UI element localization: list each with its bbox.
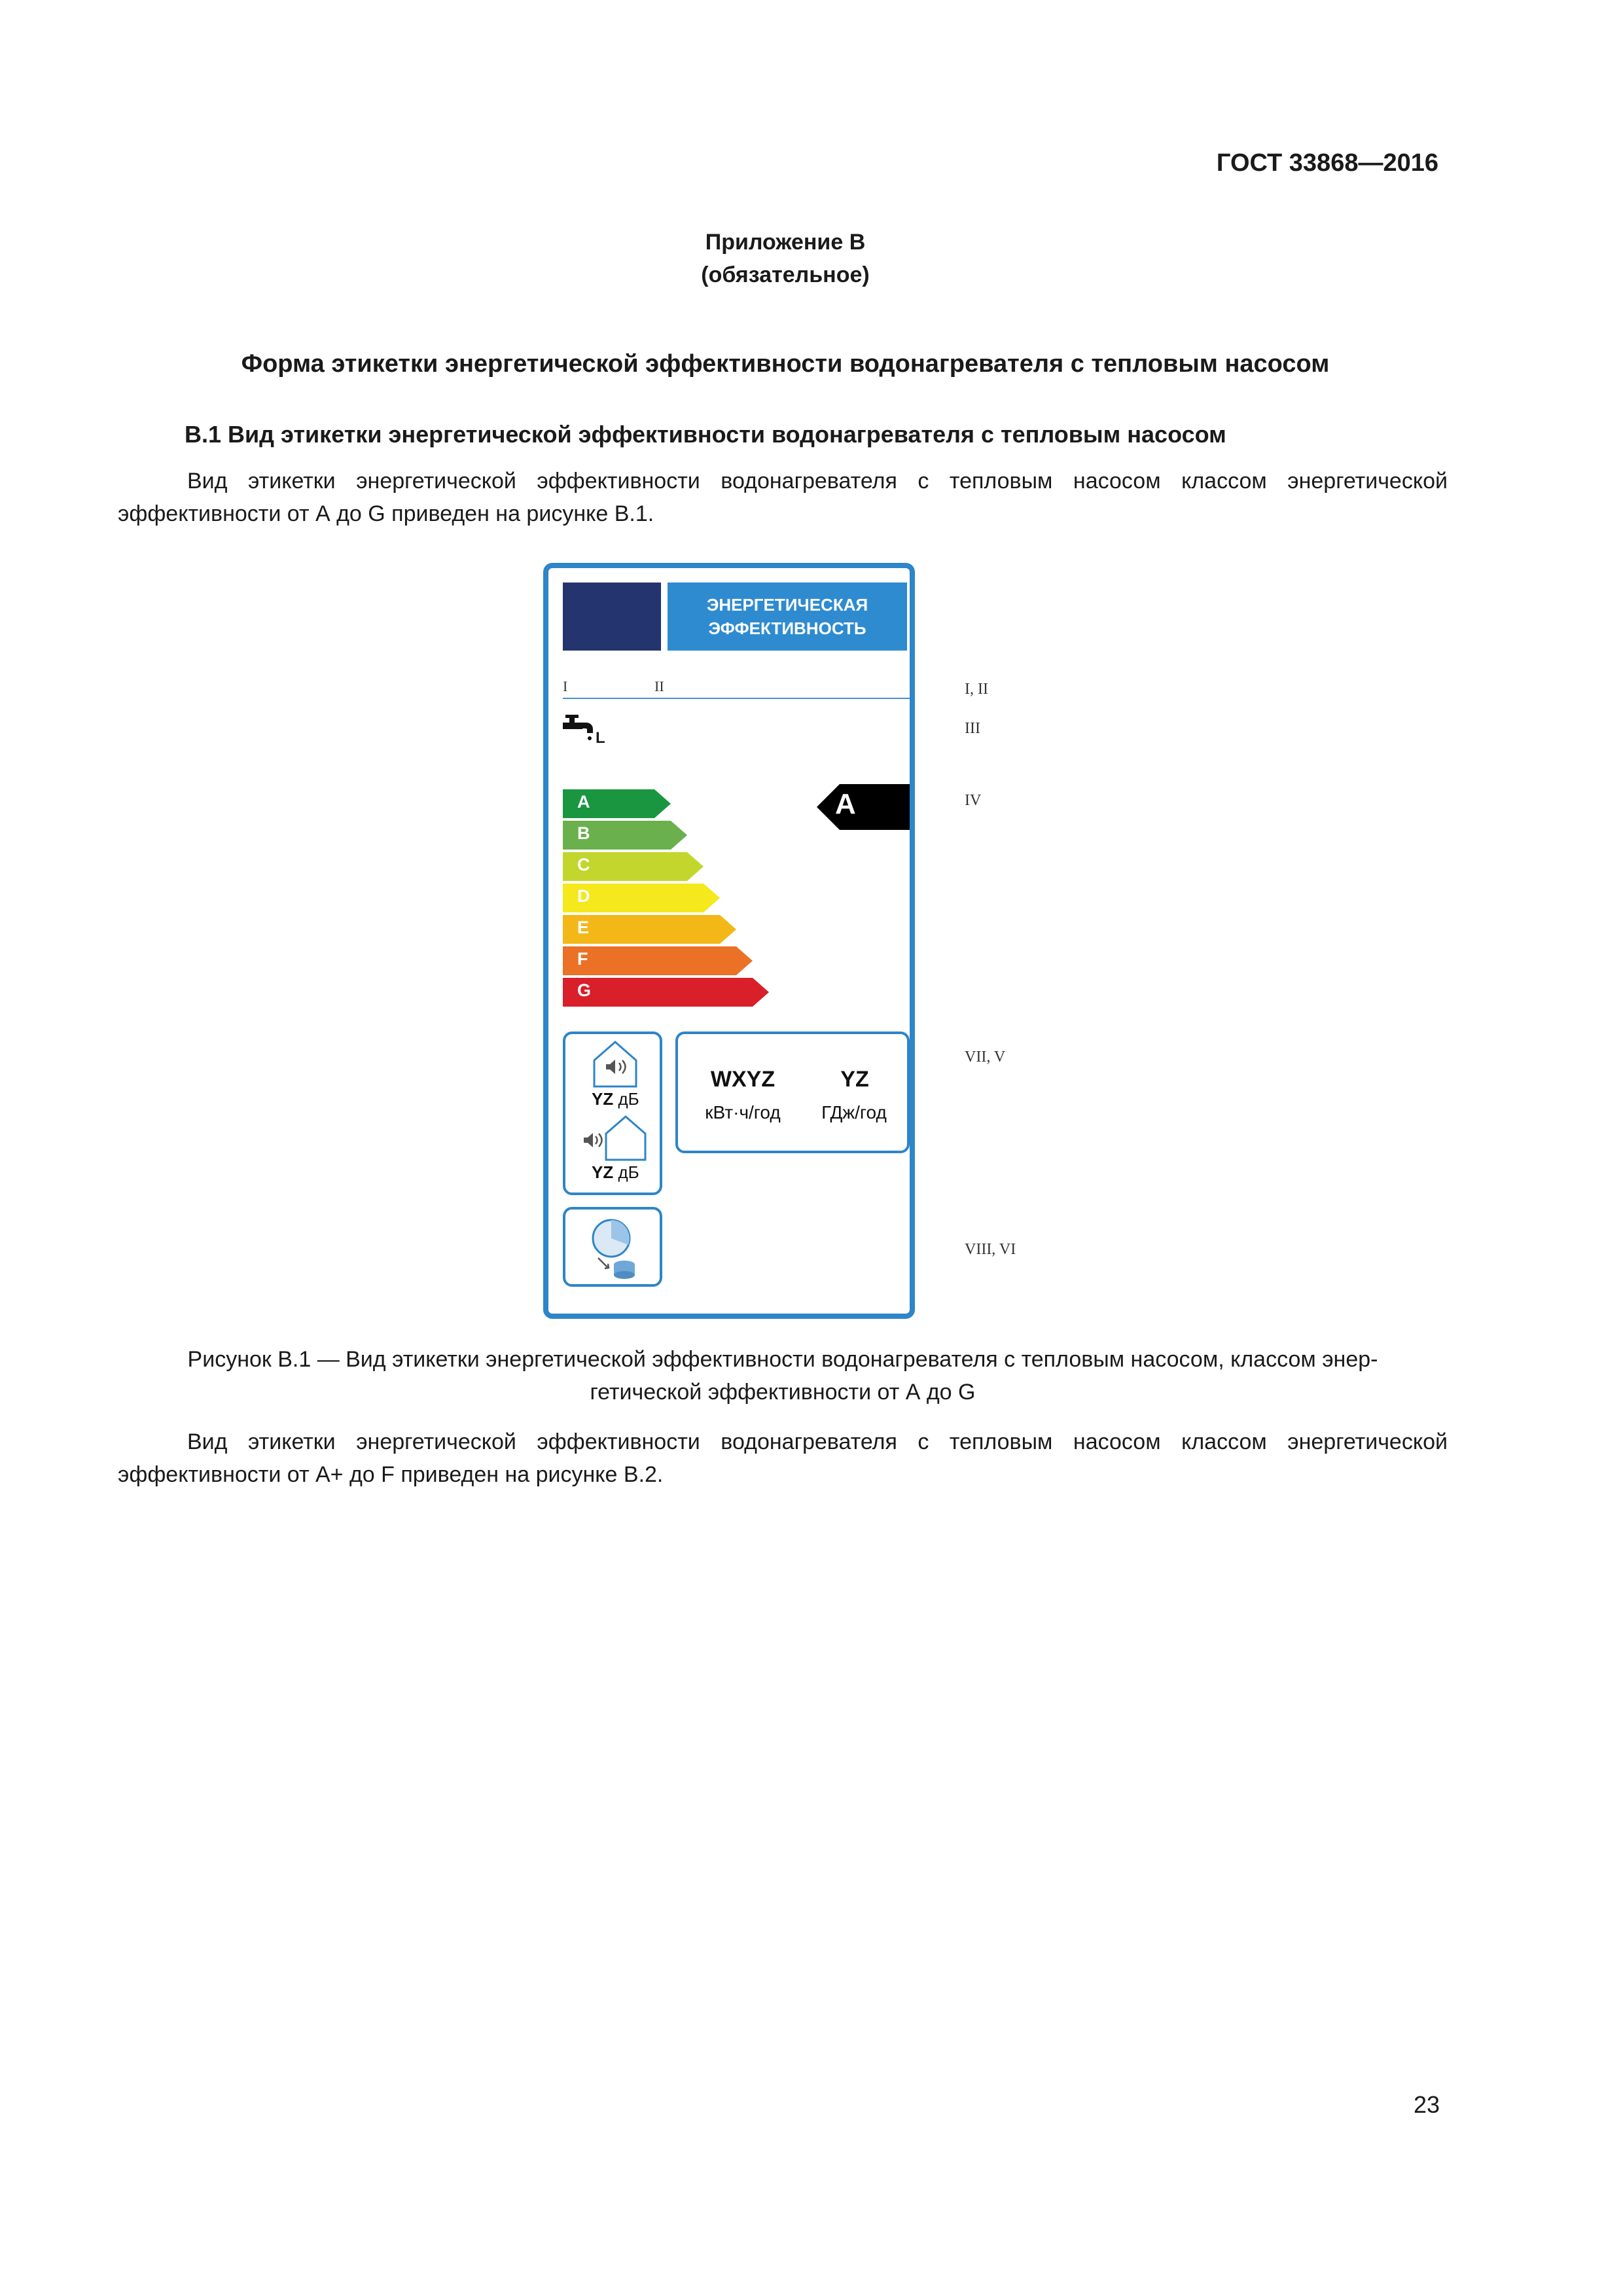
noise-box: [563, 1031, 662, 1195]
standard-code: ГОСТ 33868—2016: [1216, 149, 1438, 177]
outdoor-noise-number: YZ: [592, 1162, 614, 1182]
appendix-status: (обязательное): [701, 262, 870, 287]
label-header-line1: ЭНЕРГЕТИЧЕСКАЯ: [706, 595, 868, 615]
class-label-c: C: [577, 855, 590, 874]
class-bar-c: [563, 852, 704, 881]
tap-letter: L: [596, 729, 605, 747]
paragraph-2-text: Вид этикетки энергетической эффективности водонагревателя с тепловым насосом классом энергетической эффективности от А+ до F приведен на рисунке В.2.: [118, 1429, 1448, 1487]
main-title: Форма этикетки энергетической эффективности водонагревателя с тепловым насосом: [241, 350, 1330, 378]
electric-consumption-value: WXYZ: [710, 1067, 776, 1092]
class-bar-g: [563, 978, 769, 1007]
class-label-a: A: [577, 792, 590, 812]
label-roman-i: I: [563, 678, 568, 694]
class-label-f: F: [577, 949, 588, 969]
tap-icon: [563, 713, 605, 749]
class-label-e: E: [577, 918, 590, 937]
label-roman-ii: II: [654, 678, 664, 694]
annotation-i-ii: I, II: [965, 681, 988, 698]
section-title: В.1 Вид этикетки энергетической эффективности водонагревателя с тепловым насосом: [185, 421, 1226, 448]
outdoor-noise-unit: дБ: [618, 1162, 639, 1182]
page-number: 23: [1414, 2091, 1440, 2118]
class-bar-d: [563, 884, 720, 912]
clock-tank-icon: [588, 1213, 647, 1285]
label-header: [668, 583, 907, 651]
selected-class-arrow: [817, 784, 910, 833]
class-bar-f: [563, 946, 753, 975]
figure-caption-line1: Рисунок В.1 — Вид этикетки энергетической эффективности водонагревателя с тепловым насосом, классом энер-: [187, 1347, 1378, 1372]
figure-caption: [118, 1343, 1448, 1408]
energy-label: [543, 563, 915, 1319]
class-bar-b: [563, 821, 687, 850]
label-logo-block: [563, 583, 661, 651]
indoor-noise-icon: [590, 1038, 640, 1092]
outdoor-noise-icon: [582, 1111, 648, 1166]
selected-class-label: A: [835, 788, 856, 820]
class-bar-e: [563, 915, 736, 944]
fuel-consumption-value: YZ: [840, 1067, 869, 1092]
indoor-noise-unit: дБ: [618, 1089, 639, 1109]
appendix-title: Приложение В: [705, 230, 866, 255]
class-label-d: D: [577, 886, 590, 906]
indoor-noise-value: [592, 1089, 639, 1109]
class-label-b: B: [577, 823, 590, 843]
paragraph-1: [118, 465, 1448, 530]
class-bar-a: [563, 789, 671, 818]
annotation-iv: IV: [965, 792, 982, 809]
energy-box: [675, 1031, 910, 1153]
outdoor-noise-value: [592, 1162, 639, 1183]
annotation-iii: III: [965, 720, 980, 737]
indoor-noise-number: YZ: [592, 1089, 614, 1109]
paragraph-1-text: Вид этикетки энергетической эффективности водонагревателя с тепловым насосом классом энергетической эффективности от А до G приведен на рисунке В.1.: [118, 469, 1448, 526]
annotation-vii-v: VII, V: [965, 1049, 1006, 1066]
fuel-consumption-unit: ГДж/год: [821, 1102, 887, 1122]
time-box: [563, 1207, 662, 1287]
annotation-viii-vi: VIII, VI: [965, 1241, 1016, 1258]
electric-consumption-unit: кВт·ч/год: [705, 1102, 781, 1122]
class-label-g: G: [577, 980, 592, 1000]
label-divider: [563, 698, 910, 699]
label-header-line2: ЭФФЕКТИВНОСТЬ: [708, 619, 866, 638]
paragraph-2: [118, 1426, 1448, 1491]
figure-caption-line2: гетической эффективности от А до G: [590, 1380, 976, 1405]
